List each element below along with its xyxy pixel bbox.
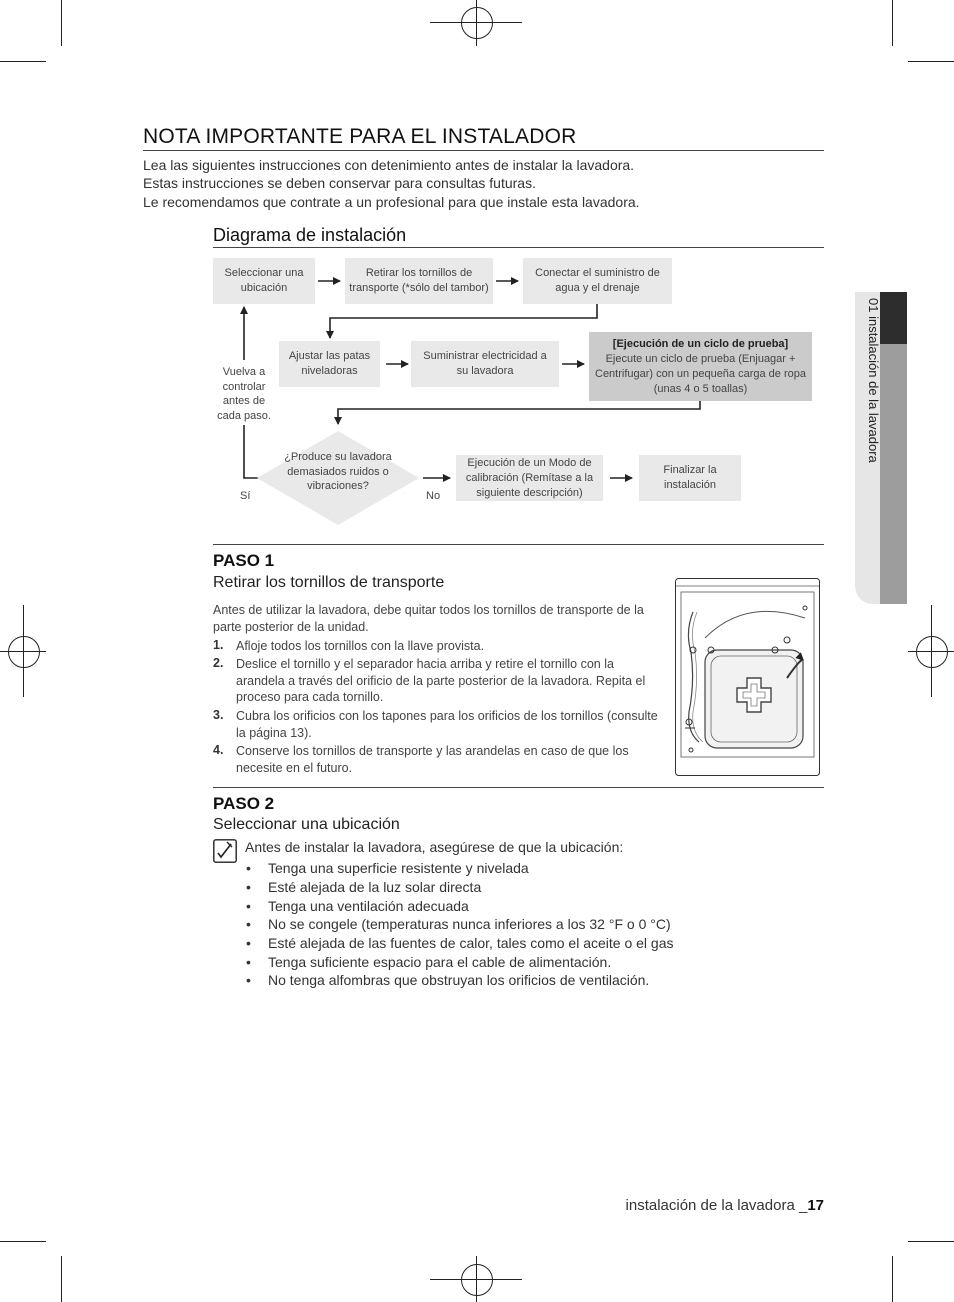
bullet-text: Tenga una superficie resistente y nivelada [268, 860, 529, 876]
intro-line: Le recomendamos que contrate a un profesional para que instale esta lavadora. [143, 193, 640, 210]
washer-rear-illustration [675, 578, 820, 776]
paso2-subheading: Seleccionar una ubicación [213, 816, 400, 833]
footer-text: instalación de la lavadora _ [625, 1197, 808, 1214]
paso1-rule [213, 544, 824, 545]
step-number: 3. [213, 708, 224, 722]
arrow-3-4 [330, 303, 597, 338]
flow-box-test-cycle: [Ejecución de un ciclo de prueba] Ejecute un ciclo de prueba (Enjuagar + Centrifugar) con un pequeña carga de ropa (unas 4 o 5 toallas) [589, 332, 812, 401]
flow-box-select-location: Seleccionar una ubicación [213, 258, 315, 304]
loop-line [244, 425, 260, 478]
paso1-subheading: Retirar los tornillos de transporte [213, 574, 445, 591]
bullet: • [246, 954, 251, 970]
step-number: 2. [213, 656, 224, 670]
paso1-heading: PASO 1 [213, 551, 275, 570]
flow-box-connect-water: Conectar el suministro de agua y el drenaje [523, 258, 672, 304]
flow-box-supply-power: Suministrar electricidad a su lavadora [411, 341, 559, 387]
flow-box-finish: Finalizar la instalación [639, 455, 741, 501]
step-number: 4. [213, 743, 224, 757]
paso2-heading: PASO 2 [213, 794, 275, 813]
step-text: Afloje todos los tornillos con la llave provista. [236, 639, 485, 653]
bullet: • [246, 916, 251, 932]
step-text: Deslice el tornillo y el separador hacia arriba y retire el tornillo con la arandela a través del orificio de la parte posterior de la lavadora. Repita el proceso para cada tornillo. [236, 657, 646, 704]
bullet: • [246, 972, 251, 988]
intro-line: Estas instrucciones se deben conservar para consultas futuras. [143, 175, 536, 192]
page-number: 17 [807, 1197, 824, 1214]
paso2-rule [213, 787, 824, 788]
page-footer [626, 1197, 824, 1214]
bullet: • [246, 935, 251, 951]
bullet: • [246, 898, 251, 914]
diagram-heading: Diagrama de instalación [213, 225, 407, 245]
bullet: • [246, 879, 251, 895]
step-number: 1. [213, 638, 224, 652]
decision-text: ¿Produce su lavadora demasiados ruidos o vibraciones? [284, 451, 392, 492]
bullet-text: Esté alejada de las fuentes de calor, tales como el aceite o el gas [268, 935, 674, 951]
bullet-text: No tenga alfombras que obstruyan los orificios de ventilación. [268, 972, 650, 988]
bullet-text: Tenga una ventilación adecuada [268, 898, 469, 914]
bullet-text: Tenga suficiente espacio para el cable de alimentación. [268, 954, 612, 970]
step-text: Cubra los orificios con los tapones para los orificios de los tornillos (consulte la página 13). [236, 709, 658, 740]
paso2-note: Antes de instalar la lavadora, asegúrese de que la ubicación: [245, 839, 624, 855]
flow-box-level-feet: Ajustar las patas niveladoras [279, 341, 380, 387]
paso1-intro: Antes de utilizar la lavadora, debe quitar todos los tornillos de transporte de la parte posterior de la unidad. [213, 603, 644, 634]
note-pencil-icon [213, 839, 237, 863]
loop-label: Vuelva a controlar antes de cada paso. [217, 366, 271, 422]
intro-line: Lea las siguientes instrucciones con detenimiento antes de instalar la lavadora. [143, 157, 635, 173]
step-text: Conserve los tornillos de transporte y las arandelas en caso de que los necesite en el futuro. [236, 744, 629, 775]
no-label: No [426, 490, 441, 502]
flow-box-remove-bolts: Retirar los tornillos de transporte (*sólo del tambor) [345, 258, 493, 304]
side-tab-label: 01 instalación de la lavadora [866, 298, 881, 463]
bullet-text: Esté alejada de la luz solar directa [268, 879, 482, 895]
page-title: NOTA IMPORTANTE PARA EL INSTALADOR [143, 125, 577, 148]
flow-box-calibration: Ejecución de un Modo de calibración (Remítase a la siguiente descripción) [456, 455, 603, 501]
bullet: • [246, 860, 251, 876]
arrow-6-decision [338, 401, 700, 424]
yes-label: Sí [240, 490, 251, 502]
bullet-text: No se congele (temperaturas nunca inferiores a los 32 °F o 0 °C) [268, 916, 671, 932]
